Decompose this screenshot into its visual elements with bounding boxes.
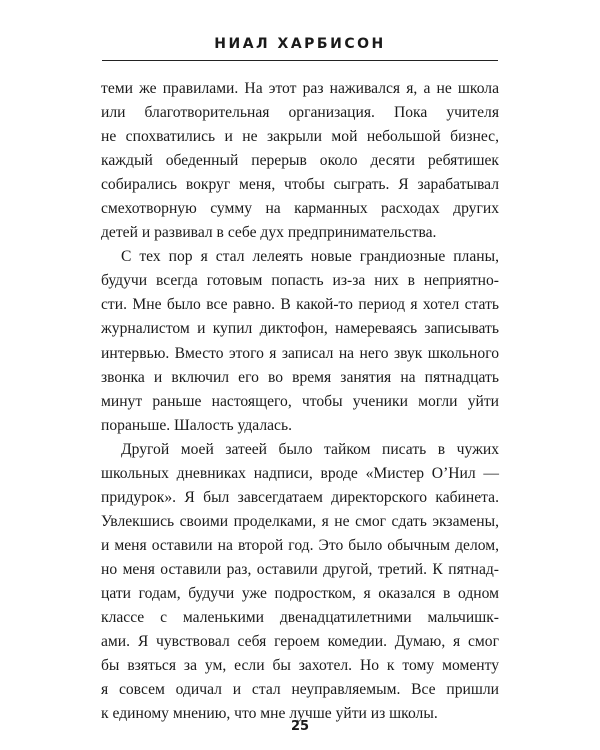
- text-line: интервью. Вместо этого я записал на него звук школьного: [101, 344, 499, 362]
- text-line: журналистом и купил диктофон, намереваясь записывать: [101, 320, 499, 338]
- paragraph-2: [101, 245, 499, 437]
- text-line: С тех пор я стал лелеять новые грандиозные планы,: [121, 248, 499, 266]
- text-line: школьных дневниках надписи, вроде «Мистер О’Нил —: [101, 464, 499, 482]
- text-line: ами. Я чувствовал себя героем комедии. Думаю, я смог: [101, 633, 499, 651]
- text-line: цати годам, будучи уже подростком, я оказался в одном: [101, 584, 499, 602]
- text-line: и меня оставили на второй год. Это было обычным делом,: [101, 536, 499, 554]
- text-line: бы взяться за ум, если бы захотел. Но к тому моменту: [101, 657, 499, 675]
- text-line: сти. Мне было все равно. В какой-то период я хотел стать: [101, 296, 499, 314]
- text-line: я совсем одичал и стал неуправляемым. Все пришли: [101, 681, 499, 699]
- paragraph-3: [101, 438, 499, 727]
- text-line: детей и развивал в себе дух предпринимательства.: [101, 224, 437, 242]
- paragraph-1: [101, 77, 499, 245]
- text-line: пораньше. Шалость удалась.: [101, 416, 292, 434]
- text-line: но меня оставили раз, оставили другой, третий. К пятнад-: [101, 560, 499, 578]
- text-line: классе с маленькими двенадцатилетними мальчишк-: [101, 609, 499, 627]
- text-line: будучи всегда готовым попасть из-за них в неприятно-: [101, 272, 499, 290]
- text-line: Другой моей затеей было тайком писать в чужих: [121, 440, 499, 458]
- running-header: НИАЛ ХАРБИСОН: [214, 36, 386, 52]
- text-line: каждый обеденный перерыв около десяти ребятишек: [101, 152, 499, 170]
- text-line: собирались вокруг меня, чтобы сыграть. Я зарабатывал: [101, 176, 499, 194]
- text-line: теми же правилами. На этот раз наживался я, а не школа: [101, 80, 499, 97]
- page-number: 25: [290, 719, 310, 734]
- text-line: смехотворную сумму на карманных расходах других: [101, 200, 499, 218]
- text-line: или благотворительная организация. Пока учителя: [101, 104, 499, 122]
- text-line: минут раньше настоящего, чтобы ученики могли уйти: [101, 392, 499, 410]
- text-line: придурок». Я был завсегдатаем директорского кабинета.: [101, 488, 499, 506]
- body-text: [101, 77, 499, 726]
- text-line: Увлекшись своими проделками, я не смог сдать экзамены,: [101, 512, 499, 530]
- text-line: к единому мнению, что мне лучше уйти из школы.: [101, 705, 438, 723]
- text-line: не спохватились и не закрыли мой небольшой бизнес,: [101, 128, 499, 146]
- text-line: звонка и включил его во время занятия на пятнадцать: [101, 368, 499, 386]
- header-rule: [102, 60, 498, 61]
